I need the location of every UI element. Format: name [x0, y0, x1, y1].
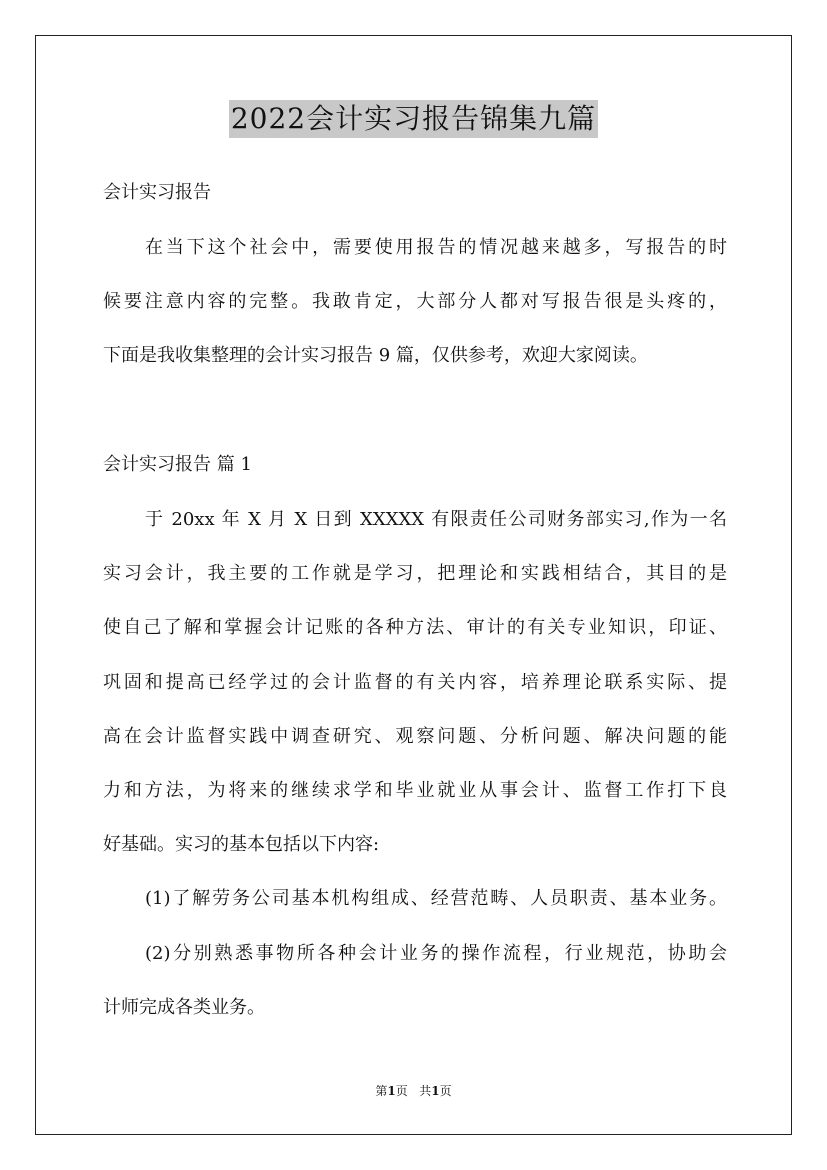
footer-page-suffix: 页 [395, 1084, 408, 1098]
list-item-2: (2)分别熟悉事物所各种会计业务的操作流程，行业规范，协助会 [145, 943, 727, 964]
page-footer [0, 1083, 827, 1099]
body-line-4: 巩固和提高已经学过的会计监督的有关内容，培养理论联系实际、提 [103, 672, 727, 693]
intro-line-2: 候要注意内容的完整。我敢肯定，大部分人都对写报告很是头疼的， [103, 291, 727, 312]
document-title: 2022会计实习报告锦集九篇 [229, 100, 598, 138]
body-line-7: 好基础。实习的基本包括以下内容: [103, 834, 380, 855]
body-line-1: 于 20xx 年 X 月 X 日到 XXXXX 有限责任公司财务部实习,作为一名 [145, 509, 727, 530]
footer-page-number: 1 [387, 1084, 396, 1098]
list-item-1: (1)了解劳务公司基本机构组成、经营范畴、人员职责、基本业务。 [145, 888, 727, 909]
heading-section-1: 会计实习报告 篇 1 [103, 454, 252, 475]
body-line-5: 高在会计监督实践中调查研究、观察问题、分析问题、解决问题的能 [103, 726, 727, 747]
list-item-2-continued: 计师完成各类业务。 [103, 997, 265, 1018]
body-line-6: 力和方法，为将来的继续求学和毕业就业从事会计、监督工作打下良 [103, 780, 727, 801]
intro-line-3: 下面是我收集整理的会计实习报告 9 篇，仅供参考，欢迎大家阅读。 [103, 345, 648, 366]
heading-intro: 会计实习报告 [103, 182, 211, 203]
footer-total-suffix: 页 [439, 1084, 452, 1098]
title-wrapper [0, 100, 827, 138]
footer-page-prefix: 第 [375, 1084, 388, 1098]
body-line-3: 使自己了解和掌握会计记账的各种方法、审计的有关专业知识，印证、 [103, 617, 727, 638]
footer-total-prefix: 共 [419, 1084, 432, 1098]
intro-line-1: 在当下这个社会中，需要使用报告的情况越来越多，写报告的时 [145, 237, 727, 258]
footer-total-number: 1 [431, 1084, 440, 1098]
body-line-2: 实习会计，我主要的工作就是学习，把理论和实践相结合，其目的是 [103, 563, 727, 584]
